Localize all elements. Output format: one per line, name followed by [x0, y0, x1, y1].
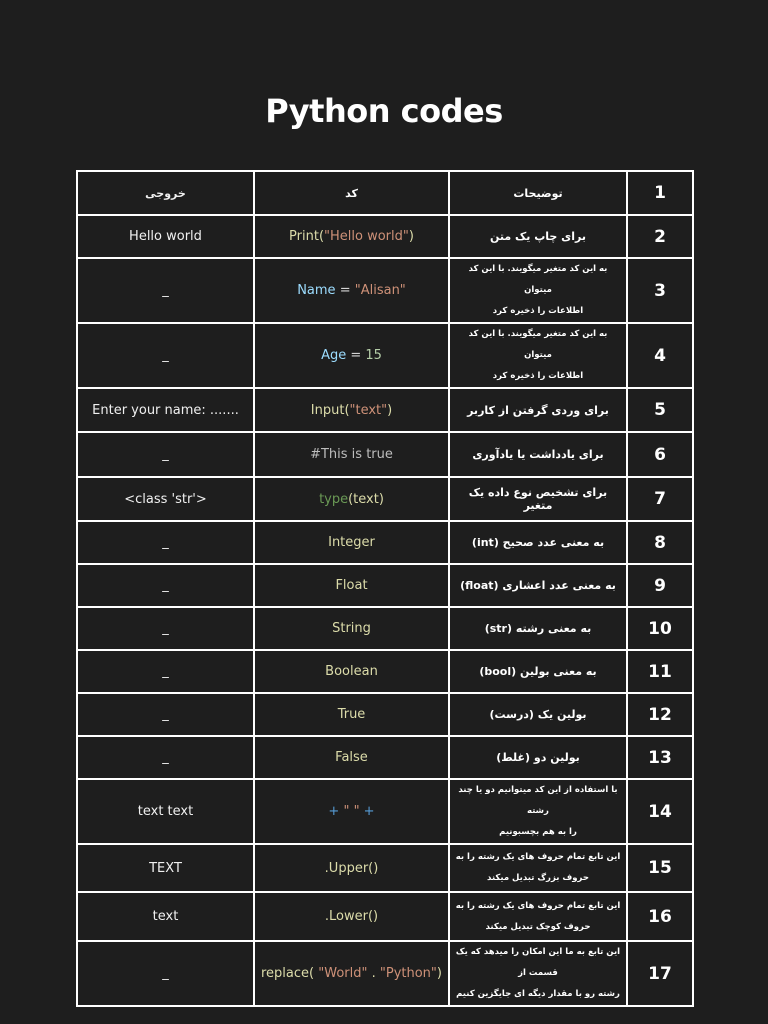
code-token: Integer	[328, 535, 375, 550]
row-number: 13	[627, 736, 693, 779]
code-token: "Hello world"	[324, 229, 409, 244]
code-token: type	[319, 491, 349, 507]
table-row	[77, 215, 693, 258]
table-row	[77, 607, 693, 650]
output-cell: _	[77, 521, 254, 564]
description-line: را به هم بچسبونیم	[499, 827, 577, 837]
description-cell	[449, 779, 627, 844]
table-row	[77, 941, 693, 1006]
description-cell	[449, 844, 627, 892]
table-row	[77, 388, 693, 432]
table-row	[77, 736, 693, 779]
code-token: Print(	[289, 229, 325, 244]
row-number: 4	[627, 323, 693, 388]
description-cell: برای چاپ یک متن	[449, 215, 627, 258]
row-number: 14	[627, 779, 693, 844]
table-row	[77, 521, 693, 564]
code-token: =	[346, 348, 366, 363]
output-cell: _	[77, 564, 254, 607]
python-codes-table	[76, 170, 694, 1007]
code-token: .Lower()	[324, 909, 379, 924]
output-cell: TEXT	[77, 844, 254, 892]
code-token: "World"	[314, 966, 368, 981]
row-number: 17	[627, 941, 693, 1006]
description-line: این تابع تمام حروف های یک رشته را به	[455, 900, 621, 911]
code-cell	[254, 736, 449, 779]
code-cell	[254, 650, 449, 693]
code-token: replace(	[261, 966, 315, 981]
description-cell: برای تشخیص نوع داده یک متغیر	[449, 477, 627, 521]
code-token: Age	[321, 348, 347, 363]
output-cell: text text	[77, 779, 254, 844]
code-token: Float	[335, 578, 368, 593]
code-token: #This is true	[310, 447, 393, 462]
code-cell	[254, 607, 449, 650]
row-number: 16	[627, 892, 693, 941]
code-cell	[254, 258, 449, 323]
description-line: رشته رو با مقدار دیگه ای جایگزین کنیم	[456, 989, 620, 999]
code-cell	[254, 323, 449, 388]
code-token: True	[337, 707, 366, 722]
description-cell: بولین دو (غلط)	[449, 736, 627, 779]
table-row	[77, 892, 693, 941]
table-row	[77, 323, 693, 388]
row-number: 5	[627, 388, 693, 432]
output-cell: <class 'str'>	[77, 477, 254, 521]
header-output: خروجی	[77, 171, 254, 215]
description-cell: به معنی رشته (str)	[449, 607, 627, 650]
header-description: توضیحات	[449, 171, 627, 215]
row-number: 15	[627, 844, 693, 892]
code-cell	[254, 779, 449, 844]
output-cell: _	[77, 323, 254, 388]
description-cell: به معنی عدد اعشاری (float)	[449, 564, 627, 607]
code-cell	[254, 432, 449, 477]
code-cell	[254, 693, 449, 736]
description-cell	[449, 941, 627, 1006]
row-number: 9	[627, 564, 693, 607]
table-row	[77, 779, 693, 844]
code-token: "Python"	[379, 966, 437, 981]
table-row	[77, 477, 693, 521]
code-token: .Upper()	[324, 860, 379, 876]
page-title: Python codes	[265, 92, 503, 130]
description-cell	[449, 258, 627, 323]
table-row	[77, 564, 693, 607]
code-cell	[254, 564, 449, 607]
code-token: Input(	[310, 402, 350, 418]
code-cell	[254, 941, 449, 1006]
row-number: 12	[627, 693, 693, 736]
description-line: این تابع به ما این امکان را میدهد که یک قسمت از	[455, 947, 621, 978]
description-line: حروف کوچک تبدیل میکند	[485, 921, 591, 932]
code-token: =	[335, 283, 355, 298]
code-token: +	[359, 804, 375, 819]
description-cell: برای وردی گرفتن از کاربر	[449, 388, 627, 432]
row-number: 6	[627, 432, 693, 477]
code-cell	[254, 477, 449, 521]
code-cell	[254, 892, 449, 941]
row-number: 1	[627, 171, 693, 215]
row-number: 2	[627, 215, 693, 258]
description-cell: بولین یک (درست)	[449, 693, 627, 736]
row-number: 7	[627, 477, 693, 521]
output-cell: _	[77, 736, 254, 779]
code-token: (text)	[348, 491, 384, 507]
code-cell	[254, 521, 449, 564]
output-cell: _	[77, 607, 254, 650]
table-header-row	[77, 171, 693, 215]
table-row	[77, 258, 693, 323]
output-cell: _	[77, 432, 254, 477]
description-line: به این کد متغیر میگویند. با این کد میتوان	[468, 264, 608, 295]
description-line: اطلاعات را ذخیره کرد	[492, 306, 584, 316]
description-line: این تابع تمام حروف های یک رشته را به	[455, 852, 621, 862]
code-token: "text"	[349, 402, 388, 418]
description-cell: به معنی بولین (bool)	[449, 650, 627, 693]
code-token: False	[335, 750, 368, 765]
code-token: +	[328, 804, 344, 819]
description-cell: برای یادداشت یا یادآوری	[449, 432, 627, 477]
row-number: 11	[627, 650, 693, 693]
table-row	[77, 432, 693, 477]
description-cell	[449, 323, 627, 388]
description-line: اطلاعات را ذخیره کرد	[492, 371, 584, 381]
description-line: با استفاده از این کد میتوانیم دو یا چند رشته	[458, 785, 618, 816]
description-cell: به معنی عدد صحیح (int)	[449, 521, 627, 564]
code-cell	[254, 388, 449, 432]
output-cell: _	[77, 650, 254, 693]
row-number: 8	[627, 521, 693, 564]
code-token: " "	[343, 804, 360, 819]
code-token: )	[387, 402, 393, 418]
output-cell: _	[77, 258, 254, 323]
output-cell: Enter your name: .......	[77, 388, 254, 432]
code-token: String	[332, 621, 371, 636]
header-code: کد	[254, 171, 449, 215]
code-token: Name	[297, 283, 336, 298]
row-number: 10	[627, 607, 693, 650]
code-token: )	[436, 966, 442, 981]
description-cell	[449, 892, 627, 941]
table-row	[77, 693, 693, 736]
description-line: به این کد متغیر میگویند. با این کد میتوان	[468, 329, 608, 360]
code-cell	[254, 215, 449, 258]
row-number: 3	[627, 258, 693, 323]
code-token: 15	[365, 348, 382, 363]
output-cell: _	[77, 693, 254, 736]
description-line: حروف بزرگ تبدیل میکند	[487, 873, 589, 883]
code-token: Boolean	[325, 664, 378, 679]
table-row	[77, 844, 693, 892]
table-row	[77, 650, 693, 693]
output-cell: text	[77, 892, 254, 941]
code-cell	[254, 844, 449, 892]
output-cell: Hello world	[77, 215, 254, 258]
code-token: "Alisan"	[354, 283, 406, 298]
output-cell: _	[77, 941, 254, 1006]
code-token: .	[367, 966, 380, 981]
code-token: )	[408, 229, 414, 244]
